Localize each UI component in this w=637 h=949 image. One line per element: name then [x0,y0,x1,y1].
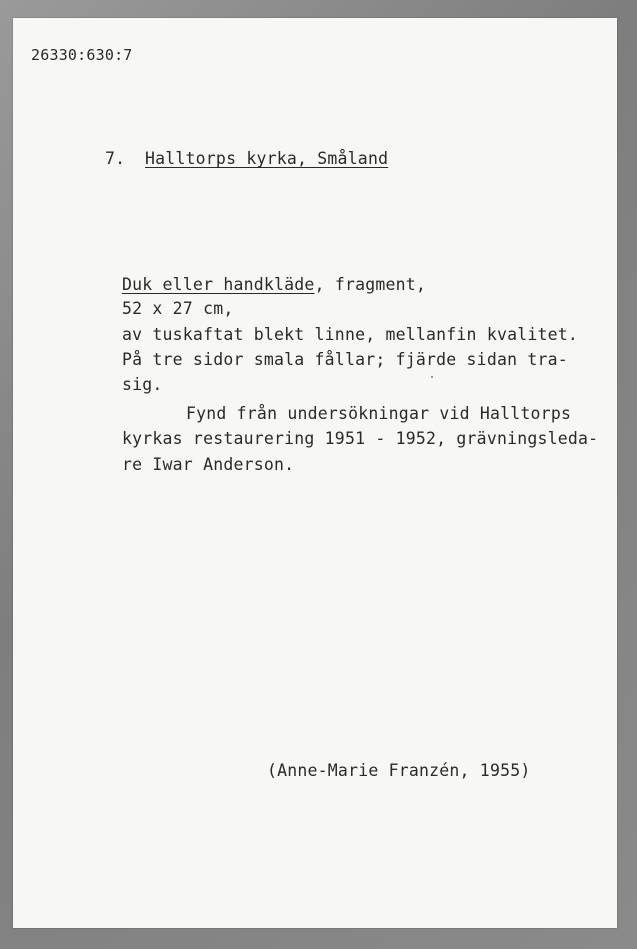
catalog-number: 26330:630:7 [31,46,133,64]
body-line-1 [122,277,426,294]
body-line-3: av tuskaftat blekt linne, mellanfin kvalitet. [122,325,579,344]
signature: (Anne-Marie Franzén, 1955) [267,761,531,780]
paper-speck [431,376,433,378]
heading-number: 7. [105,149,126,168]
body-line-2: 52 x 27 cm, [122,299,234,318]
body-line-6: Fynd från undersökningar vid Halltorps [186,404,572,423]
body-line-5: sig. [122,375,163,394]
body-line-4: På tre sidor smala fållar; fjärde sidan tra- [122,350,568,369]
body-line-7: kyrkas restaurering 1951 - 1952, grävningsleda- [122,429,599,448]
body-line-8: re Iwar Anderson. [122,455,295,474]
item-suffix: , fragment, [314,275,427,294]
heading-title: Halltorps kyrka, Småland [145,149,389,168]
item-name: Duk eller handkläde [122,275,315,294]
